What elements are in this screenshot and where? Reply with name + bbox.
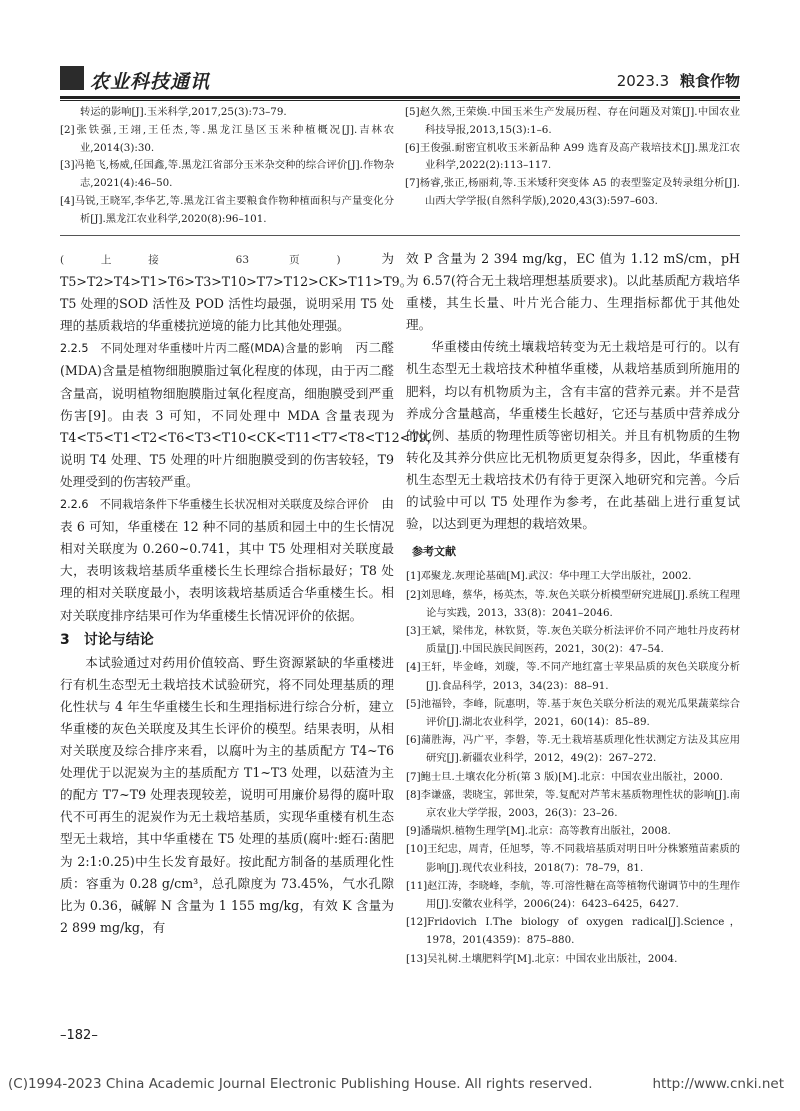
copyright-text: (C)1994-2023 China Academic Journal Electronic Publishing House. All rights reserved.	[8, 1076, 593, 1092]
reference-item: [10]王纪忠，周青，任旭琴，等.不同栽培基质对明日叶分株繁殖苗素质的影响[J].现代农业科技，2018(7)：78–79，81.	[406, 843, 740, 874]
reference-item: [1]邓聚龙.灰理论基础[M].武汉：华中理工大学出版社，2002.	[406, 570, 692, 583]
reference-item: [3]王斌，梁伟龙，林钦贤，等.灰色关联分析法评价不同产地牡丹皮药材质量[J].中国民族民间医药，2021，30(2)：47–54.	[406, 624, 740, 656]
journal-header	[60, 64, 740, 92]
reference-item: [7]杨睿,张正,杨丽莉,等.玉米矮秆突变体 A5 的表型鉴定及转录组分析[J].山西大学学报(自然科学版),2020,43(3):597–603.	[405, 177, 740, 207]
reference-item: [4]王轩，毕金峰，刘璇，等.不同产地红富士苹果品质的灰色关联度分析[J].食品科学，2013，34(23)：88–91.	[406, 661, 740, 692]
body-column-right	[406, 248, 740, 968]
reference-item: [6]王俊强.耐密宜机收玉米新品种 A99 选育及高产栽培技术[J].黑龙江农业科学,2022(2):113–117.	[405, 141, 740, 172]
footer-url-link[interactable]: http://www.cnki.net	[652, 1076, 784, 1092]
section-2-2-5: 2.2.5 不同处理对华重楼叶片丙二醛(MDA)含量的影响 丙二醛(MDA)含量是植物细胞膜脂过氧化程度的体现，由于丙二醛含量高，说明植物细胞膜脂过氧化程度高，细胞膜受到严重伤害[9]。由表 3 可知，不同处理中 MDA 含量表现为 T4<T5<T1<T2<T6<T3<T10<CK<T11<T7<T8<T12<T9，说明 T4 处理、T5 处理的叶片细胞膜受到的伤害较轻，T9 处理受到的伤害较严重。	[60, 340, 440, 489]
reference-item: [11]赵江涛，李晓峰，李航，等.可溶性糖在高等植物代谢调节中的生理作用[J].安徽农业科学，2006(24)：6423–6425，6427.	[406, 879, 740, 910]
issue-number: 2023.3	[616, 72, 670, 90]
reference-item: [7]鲍士旦.土壤农化分析(第 3 版)[M].北京：中国农业出版社，2000.	[406, 770, 723, 783]
section-heading: 3 讨论与结论	[60, 631, 154, 648]
prev-article-refs-left	[60, 104, 394, 229]
continued-paragraph: (上接 63 页) 为 T5>T2>T4>T1>T6>T3>T10>T7>T12>CK>T11>T9。T5 处理的SOD 活性及 POD 活性均最强，说明采用 T5 处理的基质栽培的华重楼抗逆境的能力比其他处理强。	[60, 251, 413, 334]
page-number: –182–	[60, 1028, 98, 1043]
reference-item: [5]池福铃，李峰，阮惠明，等.基于灰色关联分析法的观光瓜果蔬菜综合评价[J].湖北农业科学，2021，60(14)：85–89.	[406, 697, 740, 728]
reference-item: [6]蒲胜海，冯广平，李磐，等.无土栽培基质理化性状测定方法及其应用研究[J].新疆农业科学，2012，49(2)：267–272.	[406, 734, 740, 765]
reference-item: [12]Fridovich I.The biology of oxygen radical[J].Science，1978，201(4359)：875–880.	[406, 916, 740, 947]
prev-article-refs-right	[405, 104, 740, 211]
reference-item: [8]李谦盛，裴晓宝，郭世荣，等.复配对芦苇末基质物理性状的影响[J].南京农业大学学报，2003，26(3)：23–26.	[406, 788, 740, 819]
discussion-paragraph-cont: 效 P 含量为 2 394 mg/kg，EC 值为 1.12 mS/cm，pH 为 6.57(符合无土栽培理想基质要求)。以此基质配方栽培华重楼，其生长量、叶片光合能力、生理指标都优于其他处理。	[406, 251, 740, 333]
continued-note: (上接 63 页)	[60, 254, 341, 266]
subsection-heading: 2.2.6 不同栽培条件下华重楼生长状况相对关联度及综合评价	[60, 498, 369, 512]
reference-item: [3]冯艳飞,杨威,任国鑫,等.黑龙江省部分玉米杂交种的综合评价[J].作物杂志,2021(4):46–50.	[60, 159, 394, 190]
header-rule-thin	[60, 100, 740, 101]
journal-name: 农业科技通讯	[90, 71, 211, 93]
references-list	[406, 567, 740, 967]
reference-item: [2]刘思峰，蔡华，杨英杰，等.灰色关联分析模型研究进展[J].系统工程理论与实践，2013，33(8)：2041–2046.	[406, 588, 740, 619]
issue-info	[617, 70, 740, 91]
header-rule	[60, 96, 740, 99]
journal-logo-icon	[60, 66, 84, 90]
subsection-heading: 2.2.5 不同处理对华重楼叶片丙二醛(MDA)含量的影响	[60, 342, 343, 356]
reference-item: [13]吴礼树.土壤肥料学[M].北京：中国农业出版社，2004.	[406, 952, 678, 965]
article-separator	[60, 235, 740, 236]
reference-item: 转运的影响[J].玉米科学,2017,25(3):73–79.	[80, 106, 287, 118]
section-2-2-6: 2.2.6 不同栽培条件下华重楼生长状况相对关联度及综合评价 由表 6 可知，华重楼在 12 种不同的基质和园土中的生长情况相对关联度为 0.260~0.741，其中 T5 处理相对关联度最大，表明该栽培基质华重楼长生长理综合指标最好；T8 处理的相对关联度最小，表明该栽培基质适合华重楼生长。相对关联度排序结果可作为华重楼生长情况评价的依据。	[60, 496, 395, 623]
reference-item: [4]马锐,王晓军,李华艺,等.黑龙江省主要粮食作物种植面积与产量变化分析[J].黑龙江农业科学,2020(8):96–101.	[60, 194, 394, 225]
conclusion-paragraph: 华重楼由传统土壤栽培转变为无土栽培是可行的。以有机生态型无土栽培技术种植华重楼，从栽培基质到所施用的肥料，均以有机物质为主，含有丰富的营养元素。并不是营养成分含量越高，华重楼生长越好，它还与基质中营养成分的比例、基质的物理性质等密切相关。并且有机物质的生物转化及其养分供应比无机物质更复杂得多，因此，华重楼有机生态型无土栽培技术仍有待于更深入地研究和完善。今后的试验中可以 T5 处理作为参考，在此基础上进行重复试验，以达到更为理想的栽培效果。	[406, 339, 740, 532]
reference-item: [5]赵久然,王荣焕.中国玉米生产发展历程、存在问题及对策[J].中国农业科技导报,2013,15(3):1–6.	[405, 106, 740, 136]
copyright-footer	[8, 1076, 798, 1092]
references-heading: 参考文献	[412, 545, 456, 559]
discussion-paragraph: 本试验通过对药用价值较高、野生资源紧缺的华重楼进行有机生态型无土栽培技术试验研究，将不同处理基质的理化性状与 4 年生华重楼生长和生理指标进行综合分析，建立华重楼的灰色关联度及其生长评价的模型。结果表明，从相对关联度及综合排序来看，以腐叶为主的基质配方 T4~T6 处理优于以泥炭为主的基质配方 T1~T3 处理，以菇渣为主的配方 T7~T9 处理表现较差，说明可用廉价易得的腐叶取代不可再生的泥炭作为无土栽培基质，实现华重楼有机生态型无土栽培，其中华重楼在 T5 处理的基质(腐叶:蛭石:菌肥为 2:1:0.25)中生长发育最好。按此配方制备的基质理化性质：容重为 0.28 g/cm³，总孔隙度为 73.45%，气水孔隙比为 0.36，碱解 N 含量为 1 155 mg/kg，有效 K 含量为 2 899 mg/kg，有	[60, 654, 394, 935]
reference-item: [2]张铁强,王翊,王任杰,等.黑龙江垦区玉米种植概况[J].吉林农业,2014(3):30.	[60, 123, 394, 154]
section-category: 粮食作物	[679, 72, 740, 90]
reference-item: [9]潘瑞炽.植物生理学[M].北京：高等教育出版社，2008.	[406, 825, 671, 838]
